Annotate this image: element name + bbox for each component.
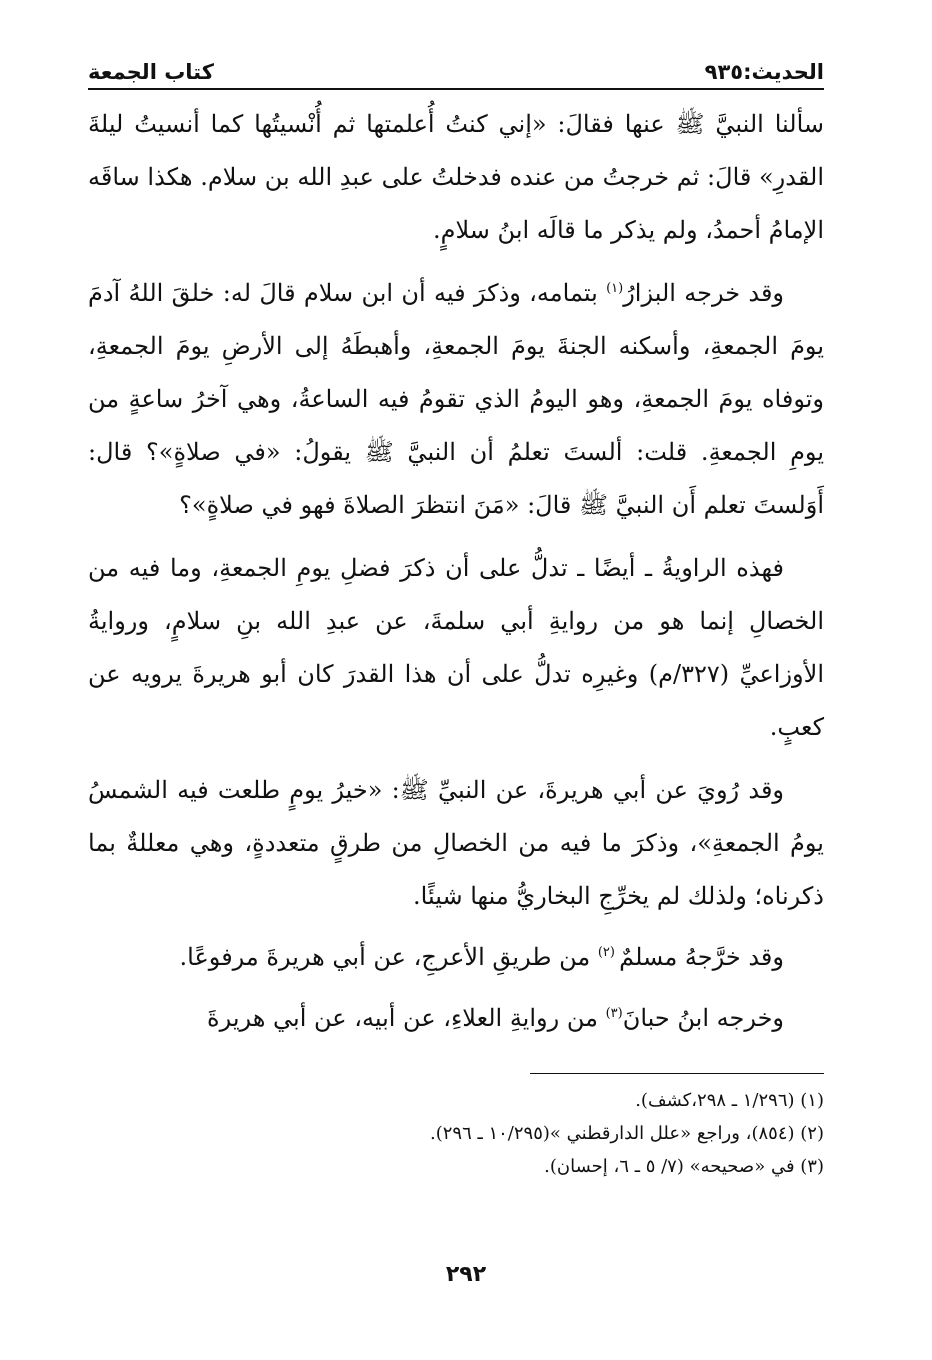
page-number: ٢٩٢ <box>445 1262 487 1287</box>
paragraph-5-rest: من طريقِ الأعرجِ، عن أبي هريرةَ مرفوعًا. <box>179 943 598 971</box>
paragraph-2-rest: بتمامه، وذكرَ فيه أن ابن سلام قالَ له: خلقَ اللهُ آدمَ يومَ الجمعةِ، وأسكنه الجنةَ يومَ الجمعةِ، وأهبطَهُ إلى الأرضِ يومَ الجمعةِ، وتوفاه يومَ الجمعةِ، وهو اليومُ الذي تقومُ فيه الساعةُ، وهي آخرُ ساعةٍ من يومِ الجمعةِ. قلت: ألستَ تعلمُ أن النبيَّ ﷺ يقولُ: «في صلاةٍ»؟ قال: أَوَلستَ تعلم أَن النبيَّ ﷺ قالَ: «مَنَ انتظرَ الصلاةَ فهو في صلاةٍ»؟ <box>88 279 824 519</box>
paragraph-6-lead: وخرجه ابنُ حبانَ <box>622 1004 784 1032</box>
paragraph-6-rest: من روايةِ العلاءِ، عن أبيه، عن أبي هريرةَ <box>207 1004 606 1032</box>
paragraph-4: وقد رُويَ عن أبي هريرةَ، عن النبيِّ ﷺ: «خيرُ يومٍ طلعت فيه الشمسُ يومُ الجمعةِ»، وذكرَ ما فيه من الخصالِ من طرقٍ متعددةٍ، وهي معللةٌ بما ذكرناه؛ ولذلك لم يخرِّجِ البخاريُّ منها شيئًا. <box>88 776 824 910</box>
paragraph-2 <box>88 267 824 532</box>
paragraph-3: فهذه الراويةُ ـ أيضًا ـ تدلُّ على أن ذكرَ فضلِ يومِ الجمعةِ، وما فيه من الخصالِ إنما هو من روايةِ أبي سلمةَ، عن عبدِ الله بنِ سلامٍ، وروايةُ الأوزاعيِّ (٣٢٧/م) وغيرِه تدلُّ على أن هذا القدرَ كان أبو هريرةَ يرويه عن كعبٍ. <box>88 554 824 741</box>
main-text <box>88 98 824 1045</box>
footnote-divider <box>530 1073 824 1074</box>
footnote-2: (٢) (٨٥٤)، وراجع «علل الدارقطني »(١٠/٢٩٥ ـ ٢٩٦). <box>429 1123 824 1144</box>
page <box>88 50 824 1183</box>
running-header <box>88 50 824 90</box>
header-hadith-number: الحديث:٩٣٥ <box>704 60 824 84</box>
paragraph-2-lead: وقد خرجه البزارُ <box>623 279 785 307</box>
paragraph-5-lead: وقد خرَّجهُ مسلمٌ <box>619 943 784 971</box>
footnote-ref-1: (١) <box>606 281 624 296</box>
paragraph-5 <box>88 931 824 984</box>
paragraph-6 <box>88 992 824 1045</box>
footnote-ref-2: (٢) <box>597 945 620 960</box>
footnote-3: (٣) في «صحيحه» (٧/ ٥ ـ ٦، إحسان). <box>544 1156 824 1177</box>
paragraph-1: سألنا النبيَّ ﷺ عنها فقالَ: «إني كنتُ أُعلمتها ثم أُنْسيتُها كما أنسيتُ ليلةَ القدرِ» قالَ: ثم خرجتُ من عنده فدخلتُ على عبدِ الله بن سلام. هكذا ساقَه الإمامُ أحمدُ، ولم يذكر ما قالَه ابنُ سلامٍ. <box>88 110 824 244</box>
footnote-ref-3: (٣) <box>605 1006 623 1021</box>
header-book-title: كتاب الجمعة <box>88 60 214 84</box>
footnote-1: (١) (١/٢٩٦ ـ ٢٩٨،كشف). <box>635 1090 824 1111</box>
footnotes <box>88 1084 824 1183</box>
